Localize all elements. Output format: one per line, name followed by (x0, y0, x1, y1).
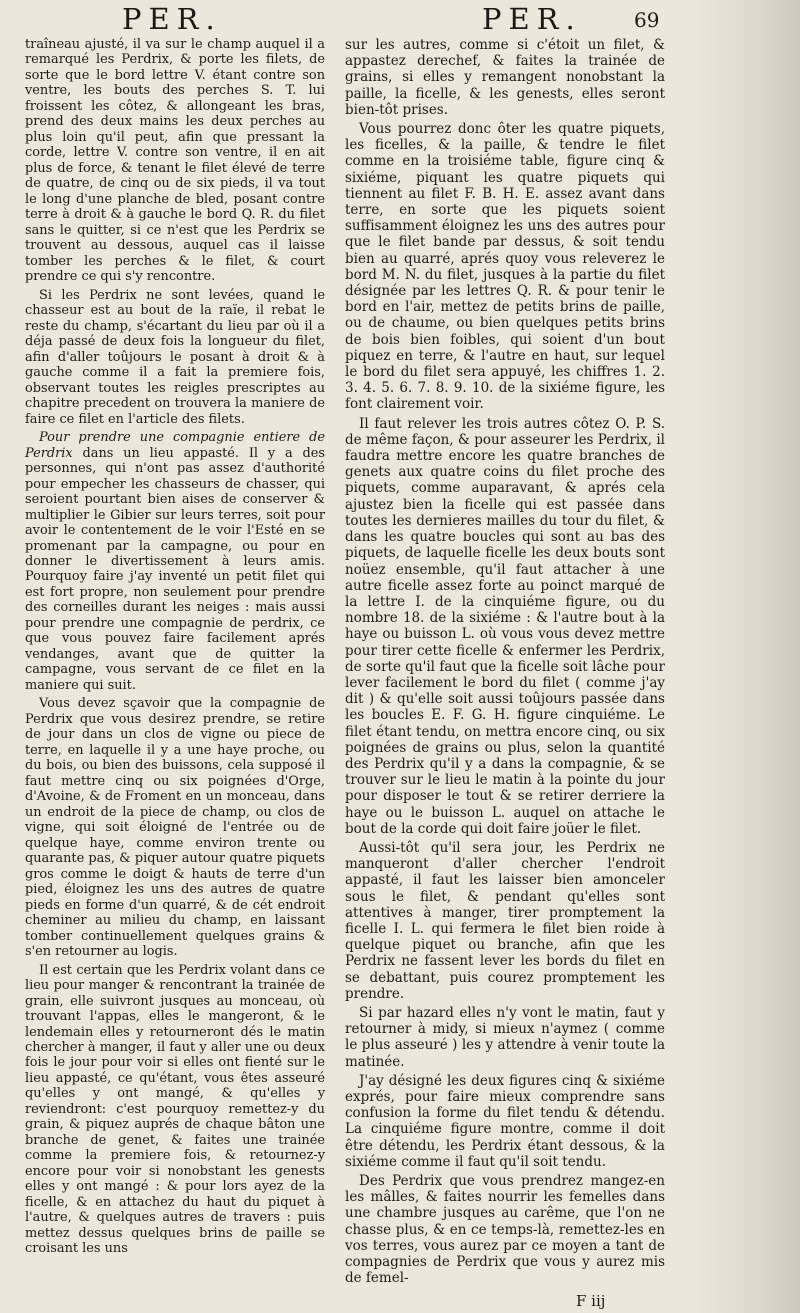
header-left: PER. (122, 2, 222, 36)
paragraph: Aussi-tôt qu'il sera jour, les Perdrix ne manqueront d'aller chercher l'endroit appasté, il faut les laisser bien amonceler sous le filet, & pendant qu'elles sont attentives à manger, tirer promptement la ficelle I. L. qui fermera le filet bien roide à quelque piquet ou branche, afin que les Perdrix ne fassent lever les bords du filet en se debattant, puis courez promptement les prendre. (345, 839, 665, 1002)
paragraph-body: dans un lieu appasté. Il y a des personnes, qui n'ont pas assez d'authorité pour empecher les chasseurs de chasser, qui seroient pourtant bien aises de conserver & multiplier le Gibier sur leurs terres, soit pour avoir le contentement de le voir l'Esté en se promenant par la campagne, ou pour en donner le divertissement à leurs amis. Pourquoy faire j'ay inventé un petit filet qui est fort propre, non seulement pour prendre des corneilles durant les neiges : mais aussi pour prendre une compagnie de perdrix, ce que vous pouvez faire facilement aprés vendanges, avant que de quitter la campagne, vous servant de ce filet en la maniere qui suit. (25, 445, 325, 693)
header-right: PER. (482, 2, 582, 36)
paragraph: Il faut relever les trois autres côtez O. P. S. de même façon, & pour asseurer les Perdrix, il faudra mettre encore les quatre branches de genets aux quatre coins du filet proche des piquets, comme auparavant, & aprés cela ajustez bien la ficelle qui est passée dans toutes les dernieres mailles du tour du filet, & dans les quatre boucles qui sont au bas des piquets, de laquelle ficelle les deux bouts sont noüez ensemble, qu'il faut attacher à une autre ficelle assez forte au poinct marqué de la lettre I. de la cinquiéme figure, ou du nombre 18. de la sixiéme : & l'autre bout à la haye ou buisson L. où vous vous devez mettre pour tirer cette ficelle & enfermer les Perdrix, de sorte qu'il faut que la ficelle soit lâche pour lever facilement le bord du filet ( comme j'ay dit ) & qu'elle soit aussi toûjours passée dans les boucles E. F. G. H. figure cinquiéme. Le filet étant tendu, on mettra encore cinq, ou six poignées de grains ou plus, selon la quantité des Perdrix qu'il y a dans la compagnie, & se trouver sur le lieu le matin à la pointe du jour pour disposer le tout & se retirer derriere la haye ou le buisson L. auquel on attache le bout de la corde qui doit faire joüer le filet. (345, 415, 665, 837)
paragraph: Il est certain que les Perdrix volant dans ce lieu pour manger & rencontrant la trainée de grain, elle suivront jusques au monceau, où trouvant l'appas, elles le mangeront, & le lendemain elles y retourneront dés le matin chercher à manger, il faut y aller une ou deux fois le jour pour voir si elles ont fienté sur le lieu appasté, ce qu'étant, vous êtes asseuré qu'elles y ont mangé, & qu'elles y reviendront: c'est pourquoy remettez-y du grain, & piquez auprés de chaque bâton une branche de genet, & faites une trainée comme la premiere fois, & retournez-y encore pour voir si nonobstant les genests elles y ont mangé : & pour lors ayez de la ficelle, & en attachez du haut du piquet à l'autre, & quelques autres de travers : puis mettez dessus quelques brins de paille se croisant les uns (25, 962, 325, 1257)
paragraph (25, 430, 325, 693)
signature-mark: F iij (576, 1292, 606, 1310)
right-column (345, 37, 665, 1289)
page-number: 69 (634, 8, 660, 32)
paragraph: J'ay désigné les deux figures cinq & sixiéme exprés, pour faire mieux comprendre sans confusion la forme du filet tendu & détendu. La cinquiéme figure montre, comme il doit être détendu, les Perdrix étant dessous, & la sixiéme comme il faut qu'il soit tendu. (345, 1072, 665, 1170)
paragraph: Des Perdrix que vous prendrez mangez-en les mâlles, & faites nourrir les femelles dans une chambre jusques au carême, que l'on ne chasse plus, & en ce temps-là, remettez-les en vos terres, vous aurez par ce moyen a tant de compagnies de Perdrix que vous y aurez mis de femel- (345, 1173, 665, 1287)
paragraph: Vous devez sçavoir que la compagnie de Perdrix que vous desirez prendre, se retire de jour dans un clos de vigne ou piece de terre, en laquelle il y a une haye proche, ou du bois, ou bien des buissons, cela supposé il faut mettre cinq ou six poignées d'Orge, d'Avoine, & de Froment en un monceau, dans un endroit de la piece de champ, ou clos de vigne, qui soit éloigné de l'entrée ou de quelque haye, comme environ trente ou quarante pas, & piquer autour quatre piquets gros comme le doigt & hauts de terre d'un pied, éloignez les uns des autres de quatre pieds en forme d'un quarré, & de cét endroit cheminer au milieu du champ, en laissant tomber continuellement quelques grains & s'en retourner au logis. (25, 696, 325, 960)
italic-lead: Pour prendre une compagnie entiere de Perdrix (25, 430, 325, 461)
paragraph: sur les autres, comme si c'étoit un filet, & appastez derechef, & faites la trainée de grains, si elles y remangent nonobstant la paille, la ficelle, & les genests, elles seront bien-tôt prises. (345, 37, 665, 118)
left-column (25, 37, 325, 1260)
paragraph: traîneau ajusté, il va sur le champ auquel il a remarqué les Perdrix, & porte les filets, de sorte que le bord lettre V. étant contre son ventre, les bouts des perches S. T. lui froissent les côtez, & allongeant les bras, prend des deux mains les deux perches au plus loin qu'il peut, afin que pressant la corde, lettre V. contre son ventre, il en ait plus de force, & tenant le filet élevé de terre de quatre, de cinq ou de six pieds, il va tout le long d'une planche de bled, posant contre terre à droit & à gauche le bord Q. R. du filet sans le quitter, si ce n'est que les Perdrix se trouvent au dessous, auquel cas il laisse tomber les perches & le filet, & court prendre ce qui s'y rencontre. (25, 37, 325, 285)
paragraph: Si par hazard elles n'y vont le matin, faut y retourner à midy, si mieux n'aymez ( comme le plus asseuré ) les y attendre à venir toute la matinée. (345, 1004, 665, 1070)
running-header (0, 2, 800, 42)
paragraph: Si les Perdrix ne sont levées, quand le chasseur est au bout de la raïe, il rebat le reste du champ, s'écartant du lieu par où il a déja passé de deux fois la longueur du filet, afin d'aller toûjours le posant à droit & à gauche comme il a fait la premiere fois, observant toutes les reigles prescriptes au chapitre precedent on trouvera la maniere de faire ce filet en l'article des filets. (25, 287, 325, 427)
paragraph: Vous pourrez donc ôter les quatre piquets, les ficelles, & la paille, & tendre le filet comme en la troisiéme table, figure cinq & sixiéme, piquant les quatre piquets qui tiennent au filet F. B. H. E. assez avant dans terre, en sorte que les piquets soient suffisamment éloignez les uns des autres pour que le filet bande par dessus, & soit tendu bien au quarré, aprés quoy vous releverez le bord M. N. du filet, jusques à la partie du filet désignée par les lettres Q. R. & pour tenir le bord en l'air, mettez de petits brins de paille, ou de chaume, ou bien quelques petits brins de bois bien foibles, qui soient d'un bout piquez en terre, & l'autre en haut, sur lequel le bord du filet sera appuyé, les chiffres 1. 2. 3. 4. 5. 6. 7. 8. 9. 10. de la sixiéme figure, les font clairement voir. (345, 121, 665, 413)
page-edge-shadow (690, 0, 800, 1313)
